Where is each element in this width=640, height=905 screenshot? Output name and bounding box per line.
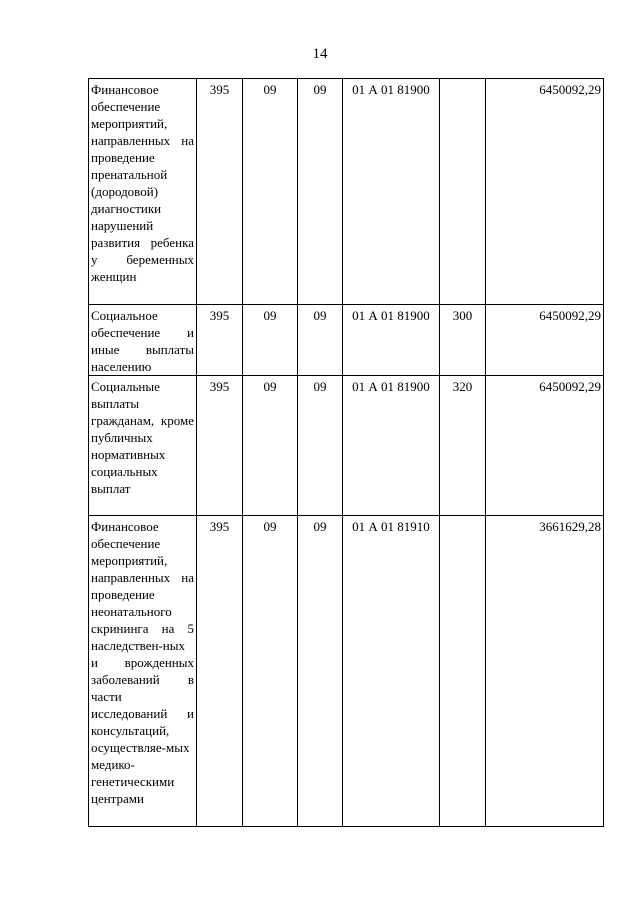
row-grbs: 395 — [197, 79, 243, 305]
page-number: 14 — [312, 46, 328, 62]
table-row — [89, 305, 604, 376]
row-grbs: 395 — [197, 376, 243, 516]
budget-table — [88, 78, 604, 827]
row-target-article: 01 А 01 81910 — [343, 516, 440, 827]
row-name: Финансовое обеспечение мероприятий, направленных на проведение неонатального скрининга на 5 наследствен-ных и врожденных заболеваний в части исследований и консультаций, осуществляе-мых медико-генетическими центрами — [89, 516, 197, 827]
row-amount: 6450092,29 — [486, 79, 604, 305]
row-expense-type — [440, 516, 486, 827]
row-expense-type: 300 — [440, 305, 486, 376]
row-name: Социальное обеспечение и иные выплаты населению — [89, 305, 197, 376]
table-row — [89, 516, 604, 827]
row-target-article: 01 А 01 81900 — [343, 376, 440, 516]
row-amount: 6450092,29 — [486, 376, 604, 516]
row-section: 09 — [243, 516, 298, 827]
table-row — [89, 376, 604, 516]
row-target-article: 01 А 01 81900 — [343, 305, 440, 376]
row-amount: 3661629,28 — [486, 516, 604, 827]
row-expense-type — [440, 79, 486, 305]
row-name: Финансовое обеспечение мероприятий, направленных на проведение пренатальной (дородовой) диагностики нарушений развития ребенка у беременных женщин — [89, 79, 197, 305]
table-row — [89, 79, 604, 305]
row-section: 09 — [243, 305, 298, 376]
row-amount: 6450092,29 — [486, 305, 604, 376]
row-target-article: 01 А 01 81900 — [343, 79, 440, 305]
row-expense-type: 320 — [440, 376, 486, 516]
row-grbs: 395 — [197, 305, 243, 376]
row-section: 09 — [243, 79, 298, 305]
row-subsection: 09 — [298, 516, 343, 827]
row-grbs: 395 — [197, 516, 243, 827]
row-section: 09 — [243, 376, 298, 516]
row-subsection: 09 — [298, 376, 343, 516]
row-subsection: 09 — [298, 305, 343, 376]
row-name: Социальные выплаты гражданам, кроме публичных нормативных социальных выплат — [89, 376, 197, 516]
row-subsection: 09 — [298, 79, 343, 305]
